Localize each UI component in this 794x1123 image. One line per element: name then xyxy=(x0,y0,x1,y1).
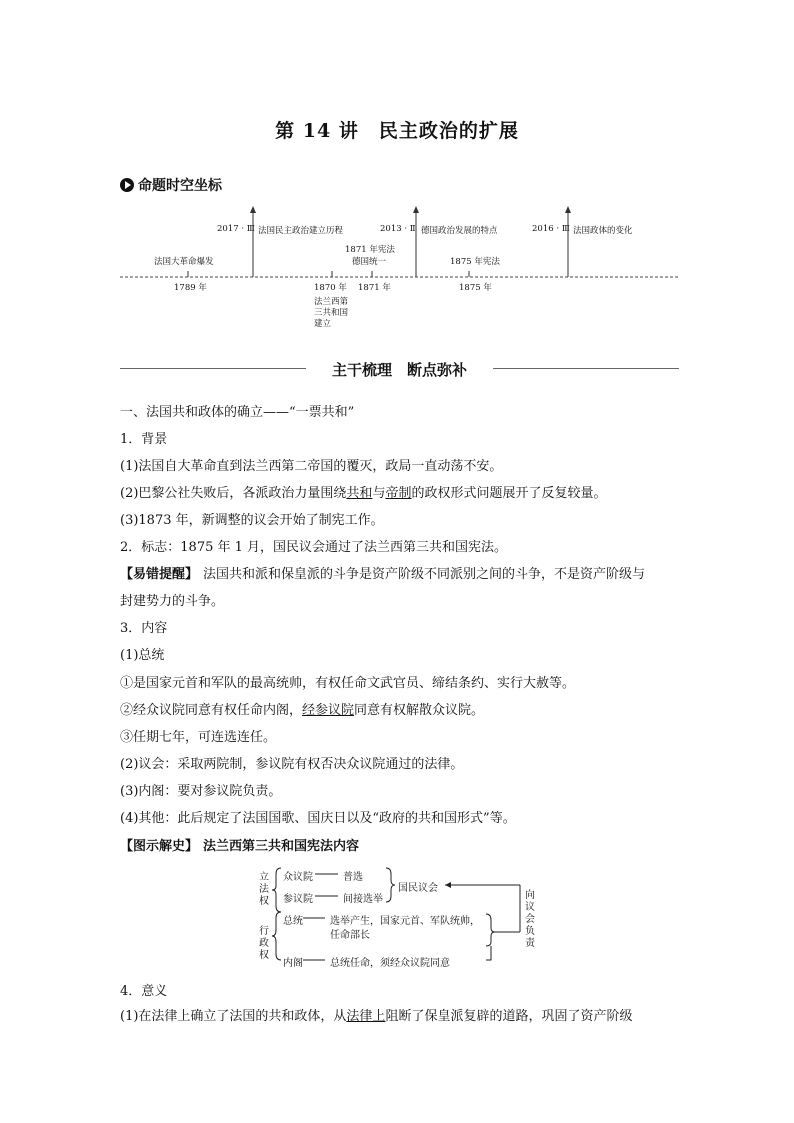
content-parliament: (2)议会：采取两院制，参议院有权否决众议院通过的法律。 xyxy=(120,757,464,772)
diagram-legislative-3: 权 xyxy=(259,896,269,907)
play-icon xyxy=(120,178,134,192)
content-cabinet: (3)内阁：要对参议院负责。 xyxy=(120,784,282,799)
diagram-executive-2: 政 xyxy=(259,938,269,949)
diagram-responsible-3: 会 xyxy=(525,914,535,925)
exam-tag-3: 2016 · Ⅲ xyxy=(532,224,570,234)
exam-topic-2: 德国政治发展的特点 xyxy=(421,226,498,236)
background-heading: 1．背景 xyxy=(120,432,168,447)
meaning-item-1: (1)在法律上确立了法国的共和政体，从法律上阻断了保皇派复辟的道路，巩固了资产阶级 xyxy=(120,1009,633,1024)
content-president-1: ①是国家元首和军队的最高统帅，有权任命文武官员、缔结条约、实行大赦等。 xyxy=(120,676,576,691)
timeline-heading-text: 命题时空坐标 xyxy=(138,178,222,194)
event-below-1870-b: 三共和国 xyxy=(314,308,349,318)
background-item-2: (2)巴黎公社失败后，各派政治力量围绕共和与帝制的政权形式问题展开了反复较量。 xyxy=(120,486,607,501)
event-year-1871: 1871 年 xyxy=(358,283,391,293)
exam-topic-3: 法国政体的变化 xyxy=(573,226,633,236)
content-president-3: ③任期七年，可连选连任。 xyxy=(120,730,277,745)
diagram-executive-1: 行 xyxy=(259,926,269,937)
page-title: 第 14 讲 民主政治的扩展 xyxy=(275,120,519,142)
event-year-1789: 1789 年 xyxy=(174,283,207,293)
diagram-legislative-1: 立 xyxy=(259,872,269,883)
exam-tag-2: 2013 · Ⅱ xyxy=(380,224,416,234)
event-label-1875: 1875 年宪法 xyxy=(450,257,500,267)
event-below-1870-a: 法兰西第 xyxy=(314,297,349,307)
tip-line-2: 封建势力的斗争。 xyxy=(120,594,225,609)
tip-line-1: 【易错提醒】 法国共和派和保皇派的斗争是资产阶级不同派别之间的斗争，不是资产阶级与 xyxy=(120,567,646,582)
meaning-heading: 4．意义 xyxy=(120,984,168,999)
event-year-1875: 1875 年 xyxy=(459,283,492,293)
section-banner xyxy=(120,359,679,379)
diagram-responsible-2: 议 xyxy=(525,902,535,913)
diagram-president: 总统 xyxy=(283,916,303,927)
diagram-president-desc-1: 选举产生，国家元首、军队统帅， xyxy=(330,916,480,927)
diagram-senate-method: 间接选举 xyxy=(343,894,383,905)
diagram-executive-3: 权 xyxy=(259,950,269,961)
diagram-responsible-1: 向 xyxy=(525,890,535,901)
sign-text: 2．标志：1875 年 1 月，国民议会通过了法兰西第三共和国宪法。 xyxy=(120,540,508,555)
event-label-1789: 法国大革命爆发 xyxy=(154,257,214,267)
diagram-house-method: 普选 xyxy=(343,872,363,883)
exam-tag-1: 2017 · Ⅲ xyxy=(217,224,255,234)
diagram-senate: 参议院 xyxy=(283,894,313,905)
event-label-1871-constitution: 1871 年宪法 xyxy=(345,245,395,255)
timeline-heading xyxy=(120,175,222,195)
event-label-1871-unification: 德国统一 xyxy=(352,257,387,267)
diagram-president-desc-2: 任命部长 xyxy=(330,930,370,941)
event-below-1870-c: 建立 xyxy=(314,319,332,329)
diagram-cabinet: 内阁 xyxy=(283,958,303,969)
background-item-1: (1)法国自大革命直到法兰西第二帝国的覆灭，政局一直动荡不安。 xyxy=(120,459,503,474)
diagram-responsible-5: 责 xyxy=(525,938,535,949)
diagram-cabinet-desc: 总统任命，须经众议院同意 xyxy=(330,958,450,969)
content-president-heading: (1)总统 xyxy=(120,648,165,663)
exam-topic-1: 法国民主政治建立历程 xyxy=(258,226,344,236)
diagram-house: 众议院 xyxy=(283,872,313,883)
diagram-legislative-2: 法 xyxy=(259,884,269,895)
content-president-2: ②经众议院同意有权任命内阁，经参议院同意有权解散众议院。 xyxy=(120,703,485,718)
section-banner-text: 主干梳理 断点弥补 xyxy=(322,361,477,379)
figure-caption: 【图示解史】 法兰西第三共和国宪法内容 xyxy=(120,839,360,854)
event-year-1870: 1870 年 xyxy=(314,283,347,293)
diagram-responsible-4: 负 xyxy=(525,926,535,937)
timeline-axis xyxy=(118,205,683,285)
background-item-3: (3)1873 年，新调整的议会开始了制宪工作。 xyxy=(120,513,384,528)
diagram-national-assembly: 国民议会 xyxy=(398,883,438,894)
content-heading: 3．内容 xyxy=(120,621,168,636)
section1-heading: 一、法国共和政体的确立——“一票共和” xyxy=(120,405,355,420)
content-other: (4)其他：此后规定了法国国歌、国庆日以及“政府的共和国形式”等。 xyxy=(120,811,516,826)
